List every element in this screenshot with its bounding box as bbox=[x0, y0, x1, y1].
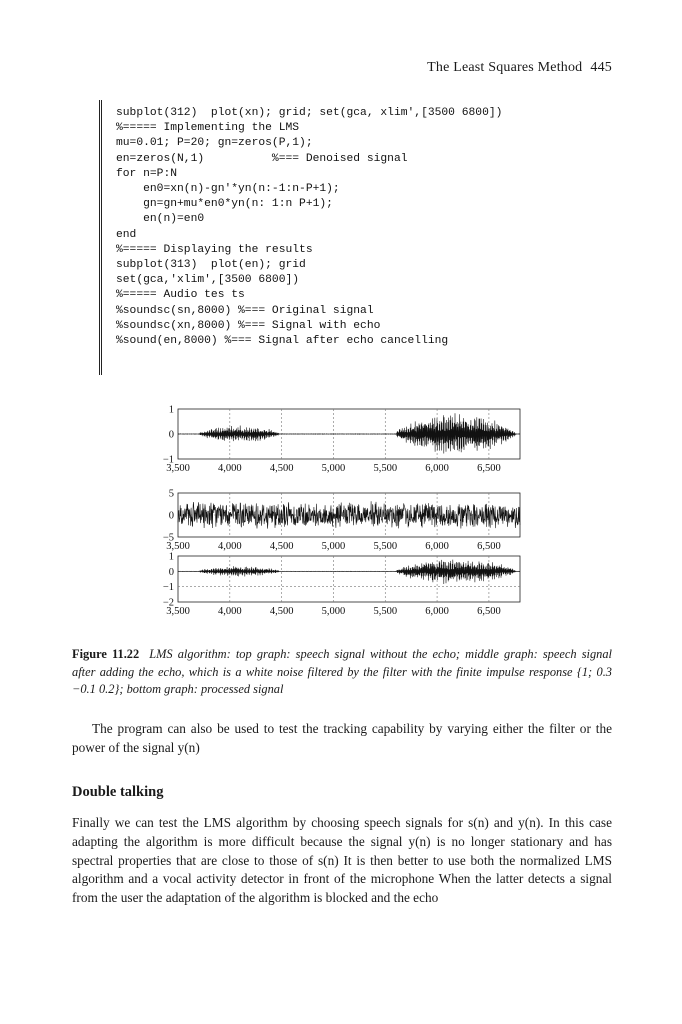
code-line: set(gca,'xlim',[3500 6800]) bbox=[116, 274, 300, 287]
body-paragraph-2: Finally we can test the LMS algorithm by choosing speech signals for s(n) and y(n). In this case adapting the algorithm is more difficult because the signal y(n) is no longer stationary and has spectral properties that are close to those of s(n) It is then better to use both the normalized LMS algorithm and a vocal activity detector in front of the microphone When the latter detects a signal from the user the adaptation of the algorithm is blocked and the echo bbox=[72, 815, 612, 906]
code-line: for n=P:N bbox=[116, 167, 178, 180]
series-line bbox=[178, 501, 520, 528]
x-tick-label: 5,500 bbox=[373, 541, 398, 552]
code-listing bbox=[99, 100, 572, 375]
code-line: %===== Implementing the LMS bbox=[116, 122, 300, 135]
code-line: mu=0.01; P=20; gn=zeros(P,1); bbox=[116, 137, 313, 150]
code-line: end bbox=[116, 228, 137, 241]
x-tick-label: 3,500 bbox=[166, 606, 190, 617]
x-tick-label: 6,500 bbox=[477, 463, 501, 474]
x-tick-label: 4,500 bbox=[269, 541, 294, 552]
x-tick-label: 3,500 bbox=[166, 463, 190, 474]
code-line: subplot(313) plot(en); grid bbox=[116, 259, 306, 272]
series-line bbox=[178, 413, 520, 453]
y-tick-label: −2 bbox=[162, 597, 174, 609]
x-tick-label: 5,500 bbox=[373, 606, 398, 617]
body-paragraph-1: The program can also be used to test the tracking capability by varying either the filter or the power of the signal y(n) bbox=[72, 721, 612, 755]
code-line: %soundsc(xn,8000) %=== Signal with echo bbox=[116, 319, 381, 332]
x-tick-label: 4,000 bbox=[218, 606, 242, 617]
code-line: gn=gn+mu*en0*yn(n: 1:n P+1); bbox=[116, 198, 333, 211]
y-tick-label: 5 bbox=[168, 488, 174, 500]
x-tick-label: 4,500 bbox=[269, 606, 294, 617]
x-tick-label: 5,500 bbox=[373, 463, 398, 474]
series-line bbox=[178, 560, 520, 584]
code-line: en(n)=en0 bbox=[116, 213, 205, 226]
x-tick-label: 6,000 bbox=[425, 541, 449, 552]
x-tick-label: 5,000 bbox=[321, 541, 346, 552]
code-lines bbox=[116, 106, 502, 349]
y-tick-label: 0 bbox=[168, 566, 174, 578]
running-head-title: The Least Squares Method bbox=[427, 60, 583, 75]
code-line: en0=xn(n)-gn'*yn(n:-1:n-P+1); bbox=[116, 183, 340, 196]
plots-svg bbox=[140, 405, 540, 630]
figure-plots bbox=[140, 405, 540, 630]
x-tick-label: 4,500 bbox=[269, 463, 294, 474]
figure-label: Figure 11.22 bbox=[72, 647, 140, 661]
x-tick-label: 6,000 bbox=[425, 606, 449, 617]
y-tick-label: 0 bbox=[168, 429, 174, 441]
figure-caption-text: LMS algorithm: top graph: speech signal without the echo; middle graph: speech signal after adding the echo, which is a white noise filtered by the filter with the finite impulse response {1; 0.3 −0.1 0.2}; bottom graph: processed signal bbox=[72, 647, 612, 696]
y-tick-label: 1 bbox=[168, 405, 174, 416]
code-line: %===== Displaying the results bbox=[116, 243, 313, 256]
y-tick-label: 0 bbox=[168, 510, 174, 522]
x-tick-label: 4,000 bbox=[218, 541, 242, 552]
page-number: 445 bbox=[590, 60, 612, 75]
x-tick-label: 6,500 bbox=[477, 541, 501, 552]
section-heading: Double talking bbox=[72, 784, 164, 800]
x-tick-label: 6,000 bbox=[425, 463, 449, 474]
x-tick-label: 5,000 bbox=[321, 463, 346, 474]
y-tick-label: 1 bbox=[168, 551, 174, 563]
figure-caption bbox=[72, 646, 612, 699]
x-tick-label: 3,500 bbox=[166, 541, 190, 552]
y-tick-label: −1 bbox=[162, 582, 174, 594]
running-head bbox=[427, 60, 612, 76]
plot-frame bbox=[178, 556, 520, 602]
code-line: en=zeros(N,1) %=== Denoised signal bbox=[116, 152, 408, 165]
code-line: subplot(312) plot(xn); grid; set(gca, xlim',[3500 6800]) bbox=[116, 107, 503, 119]
code-line: %soundsc(sn,8000) %=== Original signal bbox=[116, 304, 374, 317]
x-tick-label: 4,000 bbox=[218, 463, 242, 474]
code-line: %sound(en,8000) %=== Signal after echo cancelling bbox=[116, 335, 449, 348]
x-tick-label: 5,000 bbox=[321, 606, 346, 617]
y-tick-label: −5 bbox=[162, 532, 174, 544]
y-tick-label: −1 bbox=[162, 454, 174, 466]
x-tick-label: 6,500 bbox=[477, 606, 501, 617]
code-line: %===== Audio tes ts bbox=[116, 289, 245, 302]
